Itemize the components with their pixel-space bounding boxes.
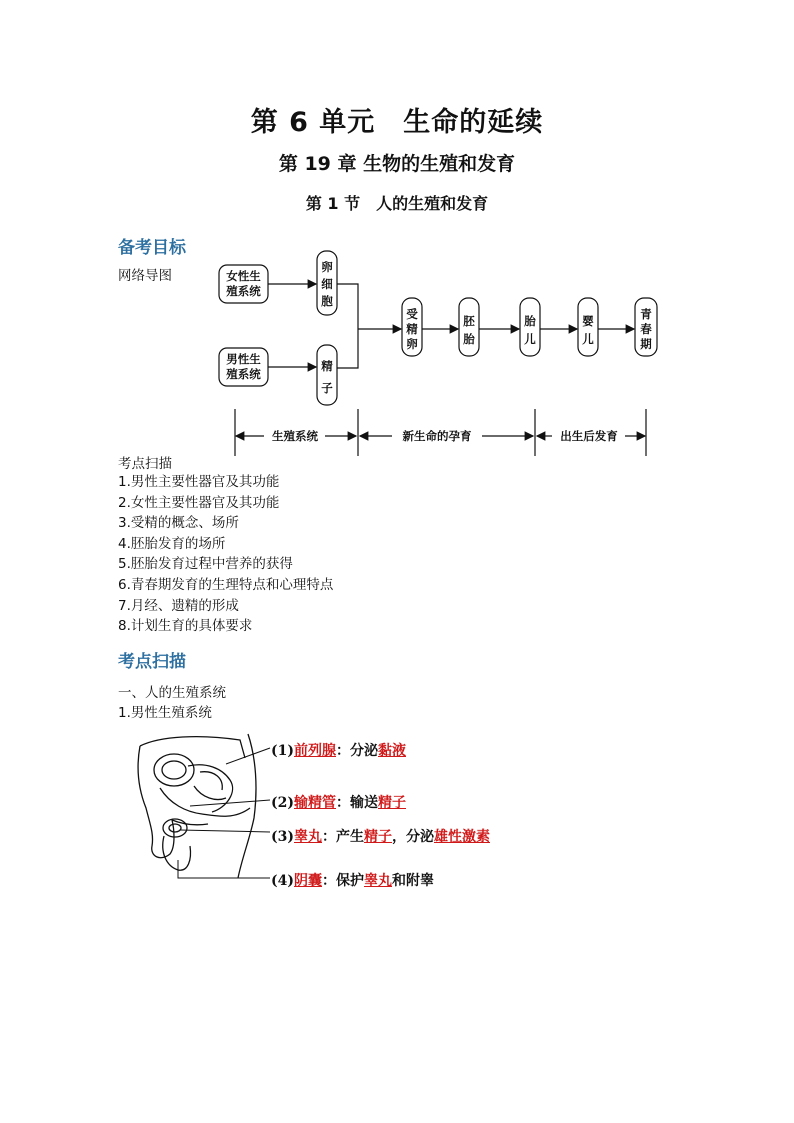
female-line2: 殖系统 [226, 284, 261, 298]
list-item: 2.女性主要性器官及其功能 [118, 494, 280, 511]
puberty-2: 春 [640, 322, 652, 336]
puberty-3: 期 [640, 337, 652, 351]
scan2-heading: 考点扫描 [118, 652, 186, 672]
female-line1: 女性生 [226, 269, 261, 283]
list-item: 7.月经、遗精的形成 [118, 597, 239, 614]
egg-3: 胞 [321, 294, 333, 308]
subheading-2: 1.男性生殖系统 [118, 705, 212, 721]
list-item: 5.胚胎发育过程中营养的获得 [118, 556, 293, 573]
term-prostate: 前列腺 [294, 743, 336, 759]
annotation-2: (2)输精管：输送精子 [271, 795, 406, 811]
fetus-1: 胎 [524, 314, 536, 328]
answer-hormone: 雄性激素 [434, 829, 490, 845]
sperm-1: 精 [321, 359, 333, 373]
stage-after-birth: 出生后发育 [560, 429, 618, 443]
egg-2: 细 [321, 277, 333, 291]
annotation-4: (4)阴囊：保护睾丸和附睾 [271, 873, 434, 889]
list-item: 1.男性主要性器官及其功能 [118, 474, 280, 490]
embryo-2: 胎 [463, 332, 475, 346]
box-sperm [317, 345, 337, 405]
answer-sperm: 精子 [378, 795, 406, 811]
list-item: 8.计划生育的具体要求 [118, 618, 253, 635]
scan-list [118, 472, 333, 637]
term-testis: 睾丸 [294, 829, 322, 845]
egg-1: 卵 [321, 260, 333, 274]
stage-pregnancy: 新生命的孕育 [402, 429, 472, 443]
zygote-2: 精 [406, 322, 418, 336]
list-item: 3.受精的概念、场所 [118, 515, 239, 532]
male-anatomy-figure [130, 728, 280, 888]
male-line1: 男性生 [226, 352, 261, 366]
unit-title: 第 6 单元 生命的延续 [250, 107, 544, 138]
subheading-1: 一、人的生殖系统 [118, 685, 226, 701]
answer-sperm-2: 精子 [364, 829, 392, 845]
scan-label: 考点扫描 [118, 456, 172, 472]
list-item: 6.青春期发育的生理特点和心理特点 [118, 576, 334, 593]
zygote-3: 卵 [406, 337, 418, 351]
answer-testis: 睾丸 [364, 873, 392, 889]
male-line2: 殖系统 [226, 367, 261, 381]
section-title: 第 1 节 人的生殖和发育 [305, 194, 489, 213]
annotation-1: (1)前列腺：分泌黏液 [271, 743, 406, 759]
infant-2: 儿 [582, 332, 594, 346]
answer-mucus: 黏液 [378, 743, 406, 759]
puberty-1: 青 [640, 307, 652, 321]
term-vas-deferens: 输精管 [294, 795, 336, 811]
sperm-2: 子 [321, 381, 333, 395]
stage-reproductive: 生殖系统 [272, 429, 318, 443]
zygote-1: 受 [406, 307, 418, 321]
fetus-2: 儿 [524, 332, 536, 346]
embryo-1: 胚 [463, 314, 475, 328]
map-label: 网络导图 [118, 268, 172, 284]
annotation-3: (3)睾丸：产生精子，分泌雄性激素 [271, 829, 490, 845]
term-scrotum: 阴囊 [294, 873, 322, 889]
chapter-title: 第 19 章 生物的生殖和发育 [278, 153, 516, 175]
goals-heading: 备考目标 [118, 238, 186, 258]
list-item: 4.胚胎发育的场所 [118, 535, 226, 552]
infant-1: 婴 [582, 314, 594, 328]
concept-map [0, 0, 794, 470]
